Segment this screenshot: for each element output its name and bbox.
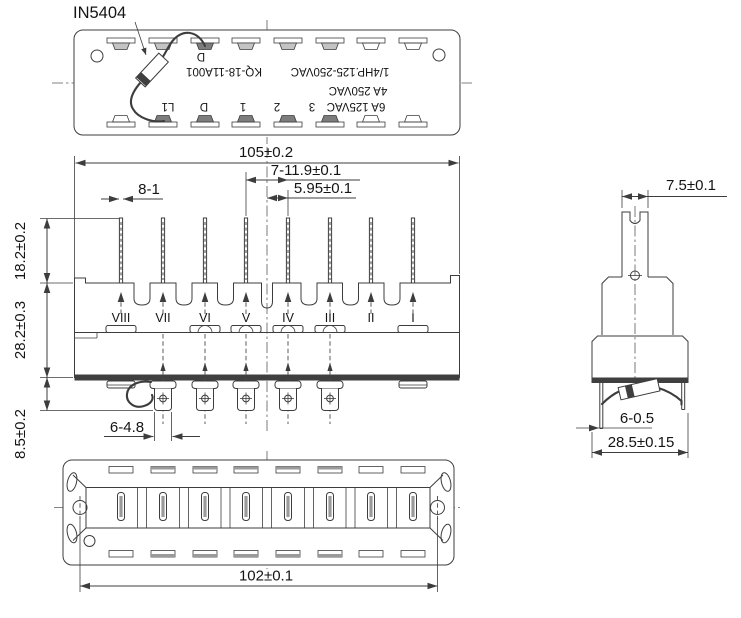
connector-top-body xyxy=(74,30,460,135)
bottom-view xyxy=(54,451,460,592)
vent-slot-bottom-shade xyxy=(234,554,258,557)
side-view xyxy=(576,177,727,458)
slot-tab-top xyxy=(280,43,297,50)
terminal-arrow xyxy=(327,363,332,372)
dim-hole-spacing-label: 102±0.1 xyxy=(238,567,294,585)
dim-leg-label: 6-0.5 xyxy=(619,410,655,427)
top-view xyxy=(52,4,472,144)
vent-slot-top-shade xyxy=(234,467,258,470)
position-label: I xyxy=(411,311,415,325)
slot-tab-top xyxy=(113,43,130,50)
terminal-cap xyxy=(233,381,259,389)
pin-blade xyxy=(286,496,289,517)
print-rating-4a: 4A 250VAC xyxy=(328,84,388,96)
index-tab-arc xyxy=(281,326,295,333)
position-label: VIII xyxy=(111,311,131,325)
terminal-label: 1 xyxy=(239,100,247,112)
position-label: III xyxy=(324,311,336,325)
slot-tab-bottom xyxy=(197,116,214,123)
terminal-cap xyxy=(192,381,218,389)
position-label: VI xyxy=(199,311,211,325)
diode-lead xyxy=(657,388,682,405)
position-label: II xyxy=(367,311,375,325)
terminal-label: 3 xyxy=(308,100,316,112)
lower-body xyxy=(592,336,688,378)
end-tab xyxy=(399,381,427,388)
pin-blade xyxy=(328,496,331,517)
diode-wire-hook xyxy=(127,382,153,407)
dim-pin-height-label: 18.2±0.2 xyxy=(12,221,29,281)
slot-tab-top xyxy=(238,43,255,50)
index-tab-arc xyxy=(198,326,212,333)
terminal-arrow xyxy=(202,363,207,372)
pin-blade xyxy=(244,496,247,517)
dim-half-pitch-label: 5.95±0.1 xyxy=(293,180,353,197)
vent-slot-top-shade xyxy=(151,467,175,470)
index-tab-arc xyxy=(323,326,337,333)
index-tab xyxy=(231,326,261,333)
pin-blade xyxy=(203,496,206,517)
dim-overall-width-label: 105±0.2 xyxy=(238,144,294,161)
print-rating-6a: 6A 125VAC xyxy=(326,100,386,112)
print-model-number: KQ-18-11A001 xyxy=(186,65,262,77)
vent-slot-bottom-shade xyxy=(193,554,217,557)
index-tab xyxy=(315,326,345,333)
terminal-label: L1 xyxy=(161,100,175,112)
slot-tab-bottom xyxy=(280,116,297,123)
dim-depth-label: 28.5±0.15 xyxy=(607,434,675,451)
dim-arrow xyxy=(589,425,599,432)
index-tab-arc xyxy=(239,326,253,333)
position-label: VII xyxy=(155,311,171,325)
terminal-label: D xyxy=(199,100,209,112)
position-label: V xyxy=(241,311,251,325)
mounting-band xyxy=(75,375,460,381)
pin-blade xyxy=(119,496,122,517)
vent-slot-top-shade xyxy=(318,467,342,470)
vent-slot-bottom-shade xyxy=(276,554,300,557)
vent-slot-bottom-shade xyxy=(151,554,175,557)
front-view xyxy=(12,144,460,459)
slot-tab-bottom xyxy=(238,116,255,123)
terminal-cap xyxy=(150,381,176,389)
dim-terminal-width-label: 6-4.8 xyxy=(109,419,145,436)
slot-tab-top xyxy=(322,43,339,50)
terminal-arrow xyxy=(285,363,290,372)
dim-pin-pitch-label: 7-11.9±0.1 xyxy=(270,162,342,179)
vent-slot-top-shade xyxy=(193,467,217,470)
vent-slot-bottom-shade xyxy=(318,554,342,557)
terminal-label-d-top: D xyxy=(196,50,206,62)
diode-part-number: IN5404 xyxy=(73,4,127,22)
terminal-arrow xyxy=(243,363,248,372)
terminal-cap xyxy=(275,381,301,389)
diode-lead xyxy=(602,391,620,404)
upper-body xyxy=(602,277,673,335)
index-tab xyxy=(190,326,220,333)
pin-blade xyxy=(411,496,414,517)
terminal-arrow xyxy=(160,363,165,372)
dim-body-height-label: 28.2±0.3 xyxy=(12,300,29,360)
index-tab xyxy=(273,326,303,333)
vent-slot-top-shade xyxy=(276,467,300,470)
dim-side-pin-label: 7.5±0.1 xyxy=(666,177,716,194)
terminal-label: 2 xyxy=(273,100,281,112)
slot-tab-bottom xyxy=(322,116,339,123)
pin-blade xyxy=(161,496,164,517)
index-tab xyxy=(106,326,136,333)
dim-pin-width-label: 8-1 xyxy=(138,181,160,198)
terminal-cap xyxy=(317,381,343,389)
dim-terminal-height-label: 8.5±0.2 xyxy=(12,409,29,459)
print-rating-hp: 1/4HP.125-250VAC xyxy=(290,65,390,77)
position-label: IV xyxy=(282,311,294,325)
pin-blade xyxy=(369,496,372,517)
index-tab xyxy=(398,326,428,333)
